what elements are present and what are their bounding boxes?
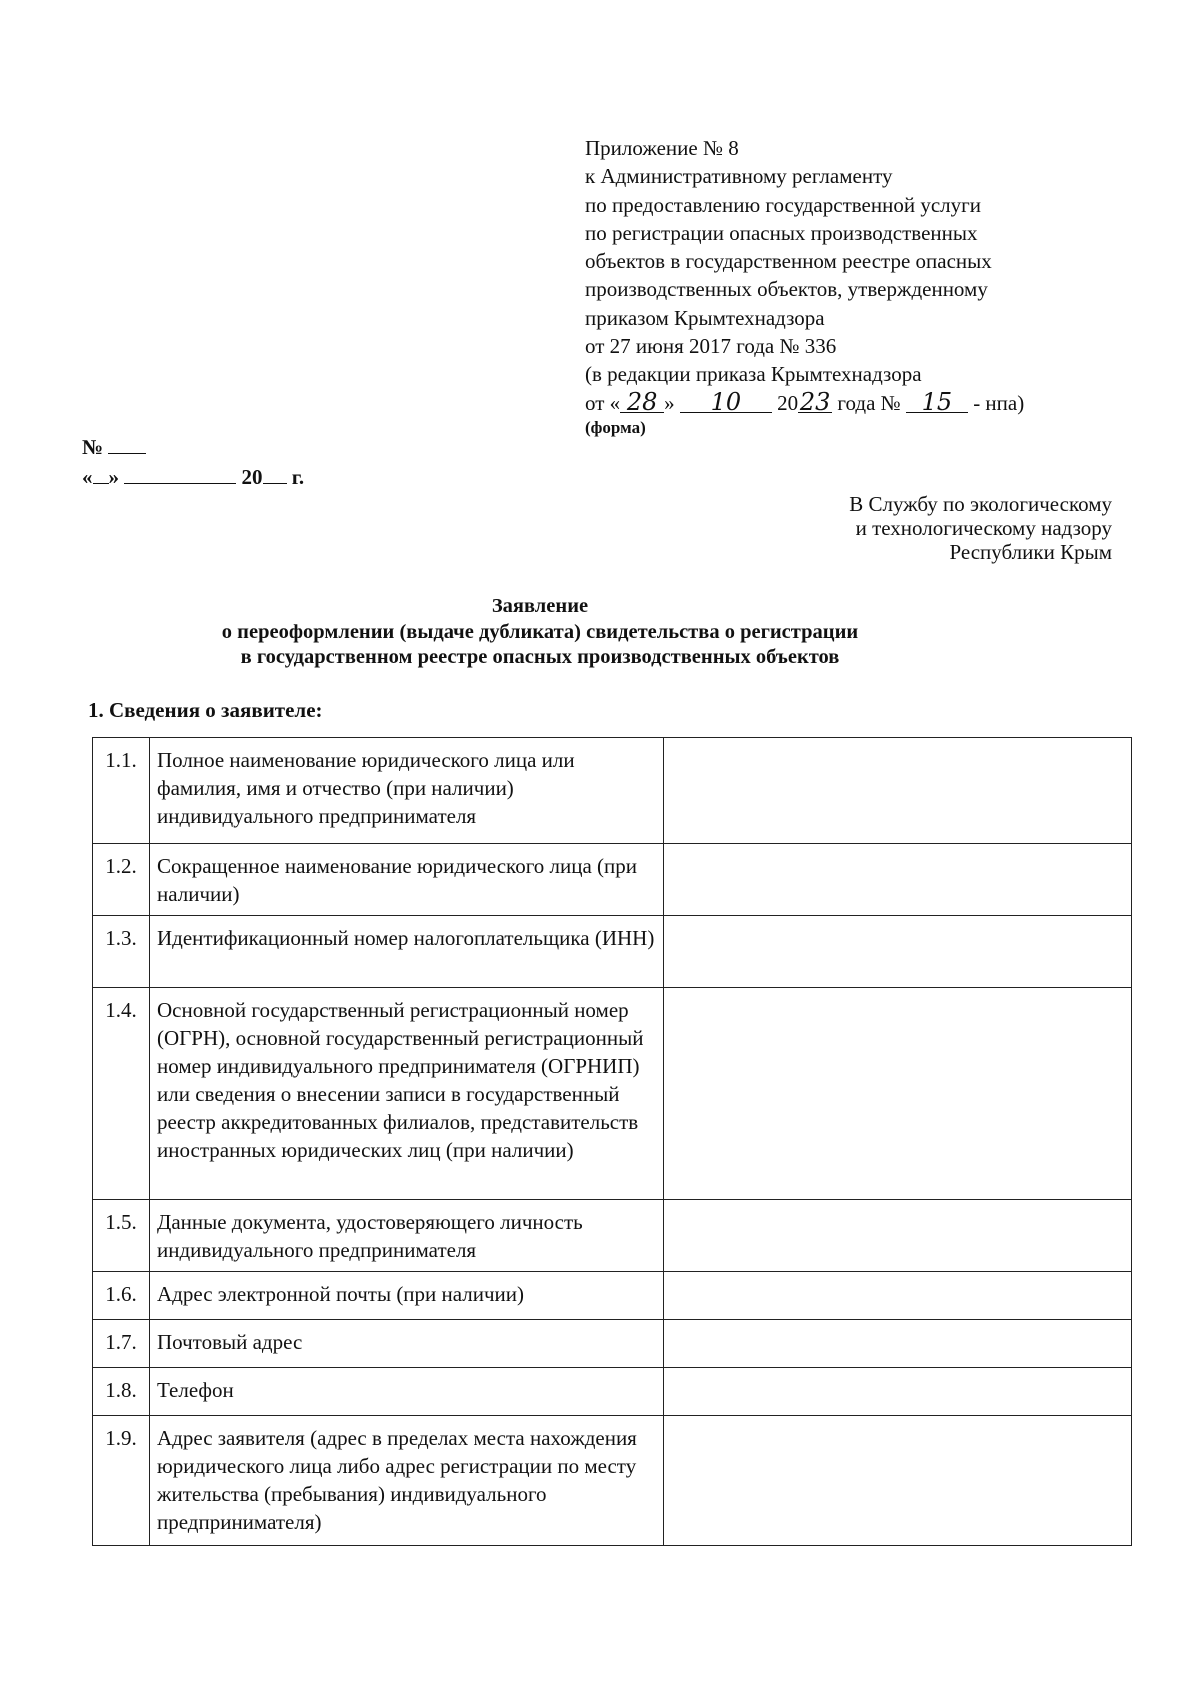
registration-number-block [82, 432, 304, 492]
row-value-field[interactable] [664, 844, 1132, 916]
date-after-day: » [664, 390, 675, 415]
appendix-line: по предоставлению государственной услуги [585, 192, 981, 217]
handwritten-month: 10 [680, 392, 772, 413]
amendment-date-line [585, 389, 1105, 417]
table-row [93, 1416, 1132, 1546]
row-label: Адрес электронной почты (при наличии) [150, 1272, 664, 1320]
number-blank [108, 433, 146, 454]
recipient-line: и технологическому надзору [855, 516, 1112, 540]
registration-number-row [82, 432, 304, 462]
document-title [80, 594, 1000, 671]
row-number: 1.8. [93, 1368, 150, 1416]
handwritten-day: 28 [620, 392, 664, 413]
year-prefix: 20 [777, 390, 799, 415]
row-label: Телефон [150, 1368, 664, 1416]
form-label: (форма) [585, 417, 646, 437]
recipient-line: В Службу по экологическому [849, 492, 1112, 516]
row-number: 1.6. [93, 1272, 150, 1320]
year-suffix: г. [291, 465, 305, 489]
row-number: 1.5. [93, 1200, 150, 1272]
row-value-field[interactable] [664, 1416, 1132, 1546]
title-line: Заявление [491, 595, 589, 617]
row-value-field[interactable] [664, 988, 1132, 1200]
row-label: Почтовый адрес [150, 1320, 664, 1368]
row-value-field[interactable] [664, 1320, 1132, 1368]
day-blank [93, 463, 109, 484]
year-prefix: 20 [241, 465, 263, 489]
applicant-info-table [92, 737, 1132, 1546]
table-row [93, 1200, 1132, 1272]
row-number: 1.1. [93, 738, 150, 844]
appendix-line: Приложение № 8 [585, 136, 739, 160]
row-label: Адрес заявителя (адрес в пределах места нахождения юридического лица либо адрес регистрации по месту жительства (пребывания) индивидуального предпринимателя) [150, 1416, 664, 1546]
appendix-line: по регистрации опасных производственных [585, 220, 978, 245]
table-row [93, 844, 1132, 916]
row-label: Полное наименование юридического лица или фамилия, имя и отчество (при наличии) индивидуального предпринимателя [150, 738, 664, 844]
appendix-line: объектов в государственном реестре опасных [585, 249, 992, 274]
section-heading: 1. Сведения о заявителе: [88, 698, 323, 722]
row-number: 1.4. [93, 988, 150, 1200]
appendix-line: приказом Крымтехнадзора [585, 305, 825, 330]
appendix-header [585, 134, 1105, 439]
title-line: о переоформлении (выдаче дубликата) свидетельства о регистрации [221, 620, 859, 643]
handwritten-year: 23 [799, 387, 831, 416]
row-label: Данные документа, удостоверяющего личность индивидуального предпринимателя [150, 1200, 664, 1272]
year-blank [263, 463, 287, 484]
month-blank [124, 463, 236, 484]
registration-date-row [82, 462, 304, 492]
row-number: 1.2. [93, 844, 150, 916]
appendix-line: от 27 июня 2017 года № 336 [585, 334, 837, 359]
row-value-field[interactable] [664, 1200, 1132, 1272]
table-row [93, 1320, 1132, 1368]
row-label: Идентификационный номер налогоплательщика (ИНН) [150, 916, 664, 988]
row-value-field[interactable] [664, 916, 1132, 988]
date-prefix: от « [585, 390, 621, 415]
row-number: 1.9. [93, 1416, 150, 1546]
row-value-field[interactable] [664, 738, 1132, 844]
table-row [93, 1272, 1132, 1320]
date-close-quote: » [108, 465, 119, 489]
title-line: в государственном реестре опасных производственных объектов [240, 646, 840, 668]
row-value-field[interactable] [664, 1272, 1132, 1320]
number-label: № [82, 435, 104, 459]
row-label: Основной государственный регистрационный номер (ОГРН), основной государственный регистрационный номер индивидуального предпринимателя (ОГРНИП) или сведения о внесении записи в государственный реестр аккредитованных филиалов, представительств иностранных юридических лиц (при наличии) [150, 988, 664, 1200]
table-row [93, 1368, 1132, 1416]
date-after-year: года № [837, 390, 901, 415]
recipient-line: Республики Крым [949, 540, 1112, 564]
appendix-line: к Административному регламенту [585, 164, 893, 189]
table-row [93, 988, 1132, 1200]
appendix-line: производственных объектов, утвержденному [585, 277, 988, 302]
appendix-line: (в редакции приказа Крымтехнадзора [585, 362, 922, 387]
row-number: 1.7. [93, 1320, 150, 1368]
date-open-quote: « [82, 465, 93, 489]
handwritten-order-number: 15 [906, 392, 968, 413]
date-suffix: - нпа) [973, 390, 1025, 415]
recipient-block [849, 492, 1112, 564]
table-row [93, 916, 1132, 988]
row-label: Сокращенное наименование юридического лица (при наличии) [150, 844, 664, 916]
table-row [93, 738, 1132, 844]
row-value-field[interactable] [664, 1368, 1132, 1416]
row-number: 1.3. [93, 916, 150, 988]
